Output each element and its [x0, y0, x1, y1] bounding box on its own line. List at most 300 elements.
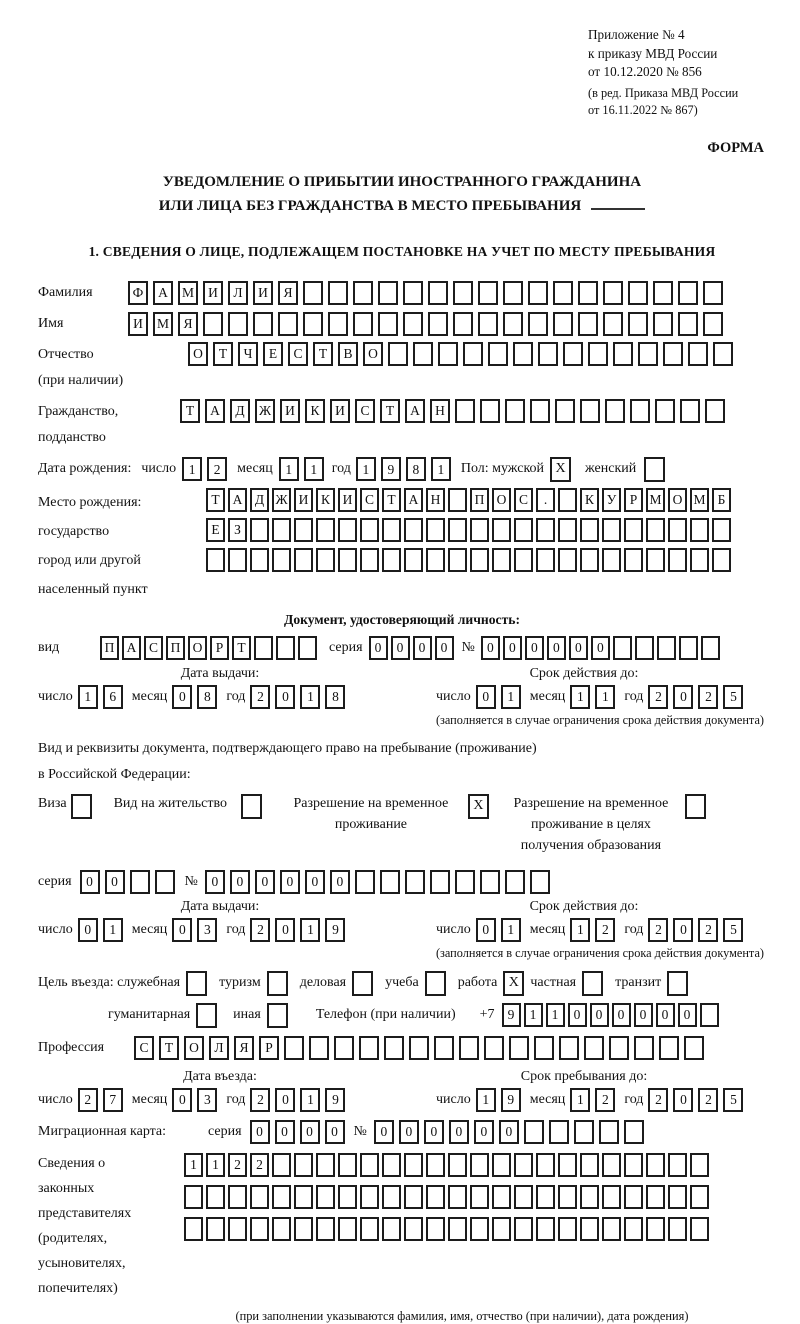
residence-valid-year-boxes[interactable]	[648, 918, 743, 942]
char-cell[interactable]: 0	[481, 636, 500, 660]
representatives-boxes-row2[interactable]	[184, 1185, 709, 1209]
char-cell[interactable]: Р	[210, 636, 229, 660]
char-cell[interactable]: 5	[723, 685, 743, 709]
char-cell[interactable]: А	[205, 399, 225, 423]
char-cell[interactable]	[678, 312, 698, 336]
char-cell[interactable]	[624, 1185, 643, 1209]
char-cell[interactable]	[413, 342, 433, 366]
char-cell[interactable]: 0	[656, 1003, 675, 1027]
char-cell[interactable]: 0	[673, 685, 693, 709]
char-cell[interactable]: 6	[103, 685, 123, 709]
char-cell[interactable]	[663, 342, 683, 366]
char-cell[interactable]: 0	[255, 870, 275, 894]
char-cell[interactable]	[278, 312, 298, 336]
char-cell[interactable]: 0	[435, 636, 454, 660]
char-cell[interactable]	[613, 342, 633, 366]
char-cell[interactable]	[448, 1217, 467, 1241]
char-cell[interactable]	[558, 1185, 577, 1209]
char-cell[interactable]	[634, 1036, 654, 1060]
char-cell[interactable]: Р	[259, 1036, 279, 1060]
char-cell[interactable]: 1	[184, 1153, 203, 1177]
char-cell[interactable]	[558, 1153, 577, 1177]
char-cell[interactable]	[426, 1153, 445, 1177]
char-cell[interactable]: 9	[325, 918, 345, 942]
char-cell[interactable]	[434, 1036, 454, 1060]
phone-boxes[interactable]	[502, 1003, 719, 1027]
char-cell[interactable]: 1	[431, 457, 451, 481]
char-cell[interactable]: 7	[103, 1088, 123, 1112]
char-cell[interactable]	[404, 518, 423, 542]
char-cell[interactable]	[514, 1153, 533, 1177]
char-cell[interactable]	[250, 1217, 269, 1241]
char-cell[interactable]	[536, 1185, 555, 1209]
char-cell[interactable]	[480, 870, 500, 894]
char-cell[interactable]: Я	[234, 1036, 254, 1060]
char-cell[interactable]: 0	[172, 685, 192, 709]
char-cell[interactable]: М	[646, 488, 665, 512]
char-cell[interactable]	[334, 1036, 354, 1060]
char-cell[interactable]	[378, 312, 398, 336]
char-cell[interactable]: В	[338, 342, 358, 366]
char-cell[interactable]	[338, 1217, 357, 1241]
char-cell[interactable]	[470, 1217, 489, 1241]
char-cell[interactable]	[405, 870, 425, 894]
char-cell[interactable]: П	[470, 488, 489, 512]
char-cell[interactable]	[430, 870, 450, 894]
char-cell[interactable]	[558, 488, 577, 512]
char-cell[interactable]	[653, 312, 673, 336]
char-cell[interactable]	[382, 1217, 401, 1241]
purpose-business-checkbox[interactable]	[352, 971, 373, 996]
char-cell[interactable]	[453, 281, 473, 305]
char-cell[interactable]: Т	[180, 399, 200, 423]
char-cell[interactable]	[448, 1185, 467, 1209]
char-cell[interactable]: 2	[207, 457, 227, 481]
char-cell[interactable]	[588, 342, 608, 366]
char-cell[interactable]	[130, 870, 150, 894]
char-cell[interactable]	[272, 548, 291, 572]
char-cell[interactable]	[638, 342, 658, 366]
birth-year-boxes[interactable]	[356, 457, 451, 481]
char-cell[interactable]	[580, 548, 599, 572]
char-cell[interactable]: С	[360, 488, 379, 512]
char-cell[interactable]	[580, 518, 599, 542]
char-cell[interactable]: 2	[698, 918, 718, 942]
char-cell[interactable]: А	[404, 488, 423, 512]
char-cell[interactable]: 8	[325, 685, 345, 709]
char-cell[interactable]	[690, 548, 709, 572]
entry-day-boxes[interactable]	[78, 1088, 123, 1112]
char-cell[interactable]	[359, 1036, 379, 1060]
char-cell[interactable]	[360, 1217, 379, 1241]
char-cell[interactable]	[635, 636, 654, 660]
char-cell[interactable]	[463, 342, 483, 366]
char-cell[interactable]: К	[580, 488, 599, 512]
char-cell[interactable]: 1	[279, 457, 299, 481]
char-cell[interactable]: 0	[413, 636, 432, 660]
char-cell[interactable]	[382, 1153, 401, 1177]
char-cell[interactable]: 1	[300, 1088, 320, 1112]
char-cell[interactable]: А	[228, 488, 247, 512]
char-cell[interactable]	[705, 399, 725, 423]
char-cell[interactable]: 0	[374, 1120, 394, 1144]
char-cell[interactable]: 0	[449, 1120, 469, 1144]
char-cell[interactable]	[536, 548, 555, 572]
char-cell[interactable]	[272, 1217, 291, 1241]
char-cell[interactable]	[328, 312, 348, 336]
char-cell[interactable]: 9	[501, 1088, 521, 1112]
char-cell[interactable]	[294, 518, 313, 542]
char-cell[interactable]: 0	[275, 1120, 295, 1144]
char-cell[interactable]: 0	[250, 1120, 270, 1144]
char-cell[interactable]	[690, 518, 709, 542]
residence-valid-day-boxes[interactable]	[476, 918, 521, 942]
char-cell[interactable]: 0	[547, 636, 566, 660]
char-cell[interactable]: 2	[595, 1088, 615, 1112]
char-cell[interactable]: Т	[232, 636, 251, 660]
char-cell[interactable]	[503, 312, 523, 336]
char-cell[interactable]	[448, 548, 467, 572]
char-cell[interactable]: 2	[698, 1088, 718, 1112]
char-cell[interactable]	[184, 1185, 203, 1209]
char-cell[interactable]	[338, 518, 357, 542]
char-cell[interactable]	[294, 1185, 313, 1209]
char-cell[interactable]: Т	[313, 342, 333, 366]
stay-year-boxes[interactable]	[648, 1088, 743, 1112]
char-cell[interactable]: Т	[380, 399, 400, 423]
char-cell[interactable]: 0	[474, 1120, 494, 1144]
purpose-official-checkbox[interactable]	[186, 971, 207, 996]
purpose-work-checkbox[interactable]: X	[503, 971, 524, 996]
char-cell[interactable]: 1	[570, 685, 590, 709]
char-cell[interactable]	[455, 399, 475, 423]
char-cell[interactable]: 1	[570, 918, 590, 942]
char-cell[interactable]	[272, 1185, 291, 1209]
char-cell[interactable]: 0	[612, 1003, 631, 1027]
char-cell[interactable]: А	[122, 636, 141, 660]
char-cell[interactable]	[228, 1185, 247, 1209]
char-cell[interactable]: 0	[391, 636, 410, 660]
char-cell[interactable]	[448, 488, 467, 512]
char-cell[interactable]	[478, 281, 498, 305]
purpose-other-checkbox[interactable]	[267, 1003, 288, 1028]
char-cell[interactable]	[380, 870, 400, 894]
char-cell[interactable]: 1	[501, 918, 521, 942]
char-cell[interactable]: И	[280, 399, 300, 423]
char-cell[interactable]: 0	[476, 918, 496, 942]
char-cell[interactable]	[316, 548, 335, 572]
migration-number-boxes[interactable]	[374, 1120, 644, 1144]
char-cell[interactable]	[492, 1153, 511, 1177]
char-cell[interactable]: 0	[569, 636, 588, 660]
char-cell[interactable]: 1	[206, 1153, 225, 1177]
char-cell[interactable]	[316, 518, 335, 542]
char-cell[interactable]: 2	[648, 918, 668, 942]
char-cell[interactable]	[298, 636, 317, 660]
char-cell[interactable]	[690, 1153, 709, 1177]
char-cell[interactable]	[624, 518, 643, 542]
char-cell[interactable]	[382, 548, 401, 572]
char-cell[interactable]: 0	[673, 918, 693, 942]
char-cell[interactable]	[250, 1185, 269, 1209]
char-cell[interactable]: И	[203, 281, 223, 305]
char-cell[interactable]	[703, 281, 723, 305]
char-cell[interactable]: 0	[568, 1003, 587, 1027]
char-cell[interactable]: О	[492, 488, 511, 512]
char-cell[interactable]	[703, 312, 723, 336]
residence-issue-month-boxes[interactable]	[172, 918, 217, 942]
patronymic-boxes[interactable]	[188, 342, 733, 366]
char-cell[interactable]: 9	[325, 1088, 345, 1112]
char-cell[interactable]	[555, 399, 575, 423]
char-cell[interactable]	[382, 518, 401, 542]
char-cell[interactable]: 0	[678, 1003, 697, 1027]
char-cell[interactable]	[488, 342, 508, 366]
char-cell[interactable]	[492, 1217, 511, 1241]
char-cell[interactable]	[206, 1185, 225, 1209]
char-cell[interactable]	[624, 1120, 644, 1144]
char-cell[interactable]	[316, 1185, 335, 1209]
char-cell[interactable]: 2	[250, 1153, 269, 1177]
char-cell[interactable]: Д	[250, 488, 269, 512]
char-cell[interactable]	[602, 1217, 621, 1241]
char-cell[interactable]	[184, 1217, 203, 1241]
entry-year-boxes[interactable]	[250, 1088, 345, 1112]
char-cell[interactable]: Ф	[128, 281, 148, 305]
char-cell[interactable]	[528, 312, 548, 336]
char-cell[interactable]: 1	[103, 918, 123, 942]
char-cell[interactable]	[404, 1153, 423, 1177]
id-valid-day-boxes[interactable]	[476, 685, 521, 709]
char-cell[interactable]	[553, 312, 573, 336]
char-cell[interactable]	[536, 1153, 555, 1177]
char-cell[interactable]	[605, 399, 625, 423]
char-cell[interactable]	[530, 399, 550, 423]
char-cell[interactable]: М	[153, 312, 173, 336]
char-cell[interactable]: Я	[278, 281, 298, 305]
char-cell[interactable]	[360, 548, 379, 572]
char-cell[interactable]	[628, 281, 648, 305]
char-cell[interactable]: К	[316, 488, 335, 512]
char-cell[interactable]	[668, 1217, 687, 1241]
char-cell[interactable]	[530, 870, 550, 894]
char-cell[interactable]: 0	[591, 636, 610, 660]
char-cell[interactable]	[455, 870, 475, 894]
profession-boxes[interactable]	[134, 1036, 704, 1060]
char-cell[interactable]	[553, 281, 573, 305]
char-cell[interactable]	[580, 1185, 599, 1209]
char-cell[interactable]: 2	[78, 1088, 98, 1112]
char-cell[interactable]	[272, 1153, 291, 1177]
char-cell[interactable]	[206, 548, 225, 572]
char-cell[interactable]: 2	[648, 685, 668, 709]
char-cell[interactable]	[453, 312, 473, 336]
char-cell[interactable]: И	[330, 399, 350, 423]
char-cell[interactable]: Ч	[238, 342, 258, 366]
char-cell[interactable]: 2	[250, 1088, 270, 1112]
char-cell[interactable]	[602, 1153, 621, 1177]
char-cell[interactable]	[690, 1185, 709, 1209]
char-cell[interactable]	[254, 636, 273, 660]
char-cell[interactable]	[646, 1185, 665, 1209]
char-cell[interactable]: 2	[698, 685, 718, 709]
char-cell[interactable]	[426, 1217, 445, 1241]
char-cell[interactable]: К	[305, 399, 325, 423]
char-cell[interactable]	[470, 1185, 489, 1209]
char-cell[interactable]	[448, 1153, 467, 1177]
char-cell[interactable]	[549, 1120, 569, 1144]
char-cell[interactable]	[688, 342, 708, 366]
char-cell[interactable]: 5	[723, 918, 743, 942]
char-cell[interactable]	[276, 636, 295, 660]
char-cell[interactable]: О	[188, 636, 207, 660]
char-cell[interactable]	[624, 548, 643, 572]
char-cell[interactable]	[514, 1217, 533, 1241]
purpose-transit-checkbox[interactable]	[667, 971, 688, 996]
char-cell[interactable]: О	[363, 342, 383, 366]
char-cell[interactable]	[684, 1036, 704, 1060]
char-cell[interactable]	[679, 636, 698, 660]
char-cell[interactable]: 0	[634, 1003, 653, 1027]
char-cell[interactable]	[513, 342, 533, 366]
char-cell[interactable]: 0	[325, 1120, 345, 1144]
stay-day-boxes[interactable]	[476, 1088, 521, 1112]
char-cell[interactable]	[155, 870, 175, 894]
char-cell[interactable]	[653, 281, 673, 305]
id-valid-month-boxes[interactable]	[570, 685, 615, 709]
char-cell[interactable]	[668, 1185, 687, 1209]
migration-series-boxes[interactable]	[250, 1120, 345, 1144]
char-cell[interactable]	[584, 1036, 604, 1060]
char-cell[interactable]	[316, 1217, 335, 1241]
char-cell[interactable]	[492, 1185, 511, 1209]
char-cell[interactable]	[668, 518, 687, 542]
char-cell[interactable]	[680, 399, 700, 423]
char-cell[interactable]	[602, 548, 621, 572]
char-cell[interactable]	[558, 518, 577, 542]
id-valid-year-boxes[interactable]	[648, 685, 743, 709]
char-cell[interactable]	[404, 548, 423, 572]
char-cell[interactable]	[378, 281, 398, 305]
char-cell[interactable]: Т	[206, 488, 225, 512]
char-cell[interactable]: 1	[300, 918, 320, 942]
char-cell[interactable]: 0	[230, 870, 250, 894]
residence-issue-day-boxes[interactable]	[78, 918, 123, 942]
birth-month-boxes[interactable]	[279, 457, 324, 481]
id-issue-month-boxes[interactable]	[172, 685, 217, 709]
char-cell[interactable]	[538, 342, 558, 366]
char-cell[interactable]	[360, 1153, 379, 1177]
char-cell[interactable]	[355, 870, 375, 894]
char-cell[interactable]: 0	[476, 685, 496, 709]
char-cell[interactable]	[294, 1217, 313, 1241]
char-cell[interactable]	[668, 548, 687, 572]
char-cell[interactable]: 1	[524, 1003, 543, 1027]
char-cell[interactable]	[492, 518, 511, 542]
char-cell[interactable]	[514, 548, 533, 572]
char-cell[interactable]	[578, 281, 598, 305]
char-cell[interactable]	[328, 281, 348, 305]
char-cell[interactable]: Е	[263, 342, 283, 366]
char-cell[interactable]	[505, 870, 525, 894]
char-cell[interactable]	[609, 1036, 629, 1060]
char-cell[interactable]: А	[153, 281, 173, 305]
char-cell[interactable]: 0	[280, 870, 300, 894]
char-cell[interactable]: 2	[648, 1088, 668, 1112]
char-cell[interactable]: О	[184, 1036, 204, 1060]
char-cell[interactable]: 1	[570, 1088, 590, 1112]
char-cell[interactable]: 0	[275, 685, 295, 709]
char-cell[interactable]	[514, 1185, 533, 1209]
char-cell[interactable]	[657, 636, 676, 660]
visa-checkbox[interactable]	[71, 794, 92, 819]
char-cell[interactable]: Т	[159, 1036, 179, 1060]
char-cell[interactable]: 1	[476, 1088, 496, 1112]
char-cell[interactable]: 0	[525, 636, 544, 660]
char-cell[interactable]	[470, 518, 489, 542]
char-cell[interactable]	[558, 548, 577, 572]
birth-place-boxes-row3[interactable]	[206, 548, 731, 572]
char-cell[interactable]: 0	[78, 918, 98, 942]
char-cell[interactable]	[228, 1217, 247, 1241]
char-cell[interactable]	[712, 548, 731, 572]
char-cell[interactable]	[438, 342, 458, 366]
representatives-boxes-row3[interactable]	[184, 1217, 709, 1241]
char-cell[interactable]	[536, 518, 555, 542]
char-cell[interactable]	[206, 1217, 225, 1241]
char-cell[interactable]: Б	[712, 488, 731, 512]
char-cell[interactable]: 0	[172, 918, 192, 942]
char-cell[interactable]	[646, 1153, 665, 1177]
char-cell[interactable]: 0	[205, 870, 225, 894]
char-cell[interactable]	[536, 1217, 555, 1241]
char-cell[interactable]	[580, 399, 600, 423]
char-cell[interactable]	[426, 1185, 445, 1209]
char-cell[interactable]	[659, 1036, 679, 1060]
char-cell[interactable]: 5	[723, 1088, 743, 1112]
char-cell[interactable]	[203, 312, 223, 336]
char-cell[interactable]	[382, 1185, 401, 1209]
representatives-boxes-row1[interactable]	[184, 1153, 709, 1177]
char-cell[interactable]	[701, 636, 720, 660]
char-cell[interactable]	[428, 312, 448, 336]
id-issue-year-boxes[interactable]	[250, 685, 345, 709]
char-cell[interactable]: И	[253, 281, 273, 305]
char-cell[interactable]: П	[100, 636, 119, 660]
temp-residence-permit-checkbox[interactable]: X	[468, 794, 489, 819]
char-cell[interactable]: Н	[430, 399, 450, 423]
char-cell[interactable]: Т	[213, 342, 233, 366]
char-cell[interactable]	[338, 548, 357, 572]
char-cell[interactable]: И	[128, 312, 148, 336]
char-cell[interactable]	[580, 1217, 599, 1241]
char-cell[interactable]: 1	[300, 685, 320, 709]
char-cell[interactable]	[228, 548, 247, 572]
char-cell[interactable]	[360, 518, 379, 542]
char-cell[interactable]	[250, 518, 269, 542]
char-cell[interactable]	[404, 1185, 423, 1209]
char-cell[interactable]	[524, 1120, 544, 1144]
char-cell[interactable]	[426, 518, 445, 542]
purpose-tourism-checkbox[interactable]	[267, 971, 288, 996]
char-cell[interactable]: М	[690, 488, 709, 512]
char-cell[interactable]: Т	[382, 488, 401, 512]
char-cell[interactable]	[678, 281, 698, 305]
char-cell[interactable]	[603, 281, 623, 305]
doc-number-boxes[interactable]	[481, 636, 720, 660]
char-cell[interactable]: П	[166, 636, 185, 660]
char-cell[interactable]: Е	[206, 518, 225, 542]
